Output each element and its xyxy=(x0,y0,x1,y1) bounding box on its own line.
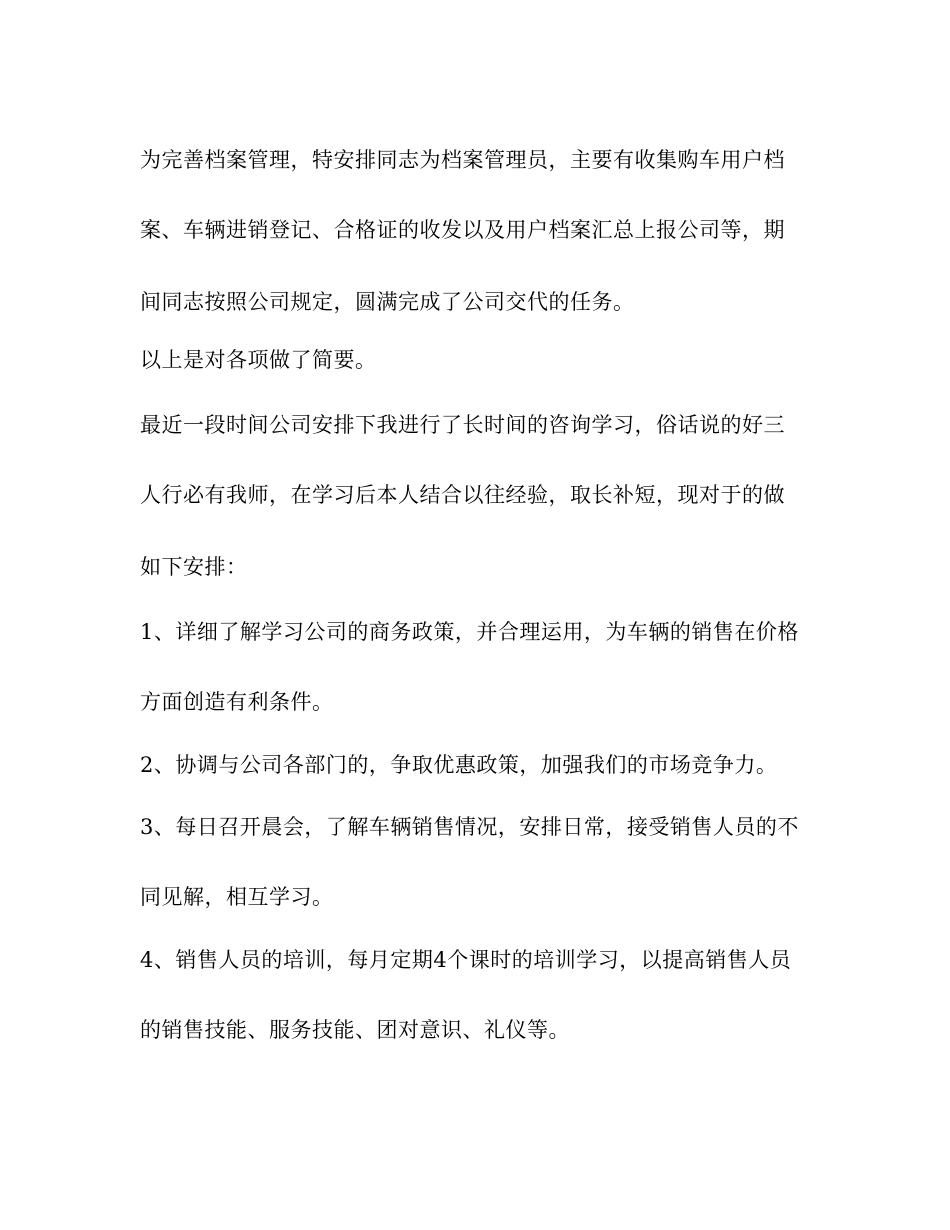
paragraph-3-line-2: 人行必有我师，在学习后本人结合以往经验，取长补短，现对于的做 xyxy=(140,483,785,507)
paragraph-6-line-1: 3、每日召开晨会，了解车辆销售情况，安排日常，接受销售人员的不 xyxy=(140,815,799,839)
paragraph-6-line-2: 同见解，相互学习。 xyxy=(140,885,334,909)
paragraph-1-line-3: 间同志按照公司规定，圆满完成了公司交代的任务。 xyxy=(140,290,635,314)
paragraph-2-line-1: 以上是对各项做了简要。 xyxy=(140,348,377,372)
paragraph-1-line-2: 案、车辆进销登记、合格证的收发以及用户档案汇总上报公司等，期 xyxy=(140,218,785,242)
paragraph-5-line-1: 2、协调与公司各部门的，争取优惠政策，加强我们的市场竞争力。 xyxy=(140,753,778,777)
paragraph-4-line-2: 方面创造有利条件。 xyxy=(140,690,334,714)
paragraph-7-line-2: 的销售技能、服务技能、团对意识、礼仪等。 xyxy=(140,1018,570,1042)
paragraph-3-line-3: 如下安排： xyxy=(140,555,248,579)
paragraph-4-line-1: 1、详细了解学习公司的商务政策，并合理运用，为车辆的销售在价格 xyxy=(140,620,799,644)
paragraph-7-line-1: 4、销售人员的培训，每月定期4个课时的培训学习，以提高销售人员 xyxy=(140,948,792,972)
paragraph-3-line-1: 最近一段时间公司安排下我进行了长时间的咨询学习，俗话说的好三 xyxy=(140,413,785,437)
paragraph-1-line-1: 为完善档案管理，特安排同志为档案管理员，主要有收集购车用户档 xyxy=(140,148,785,172)
